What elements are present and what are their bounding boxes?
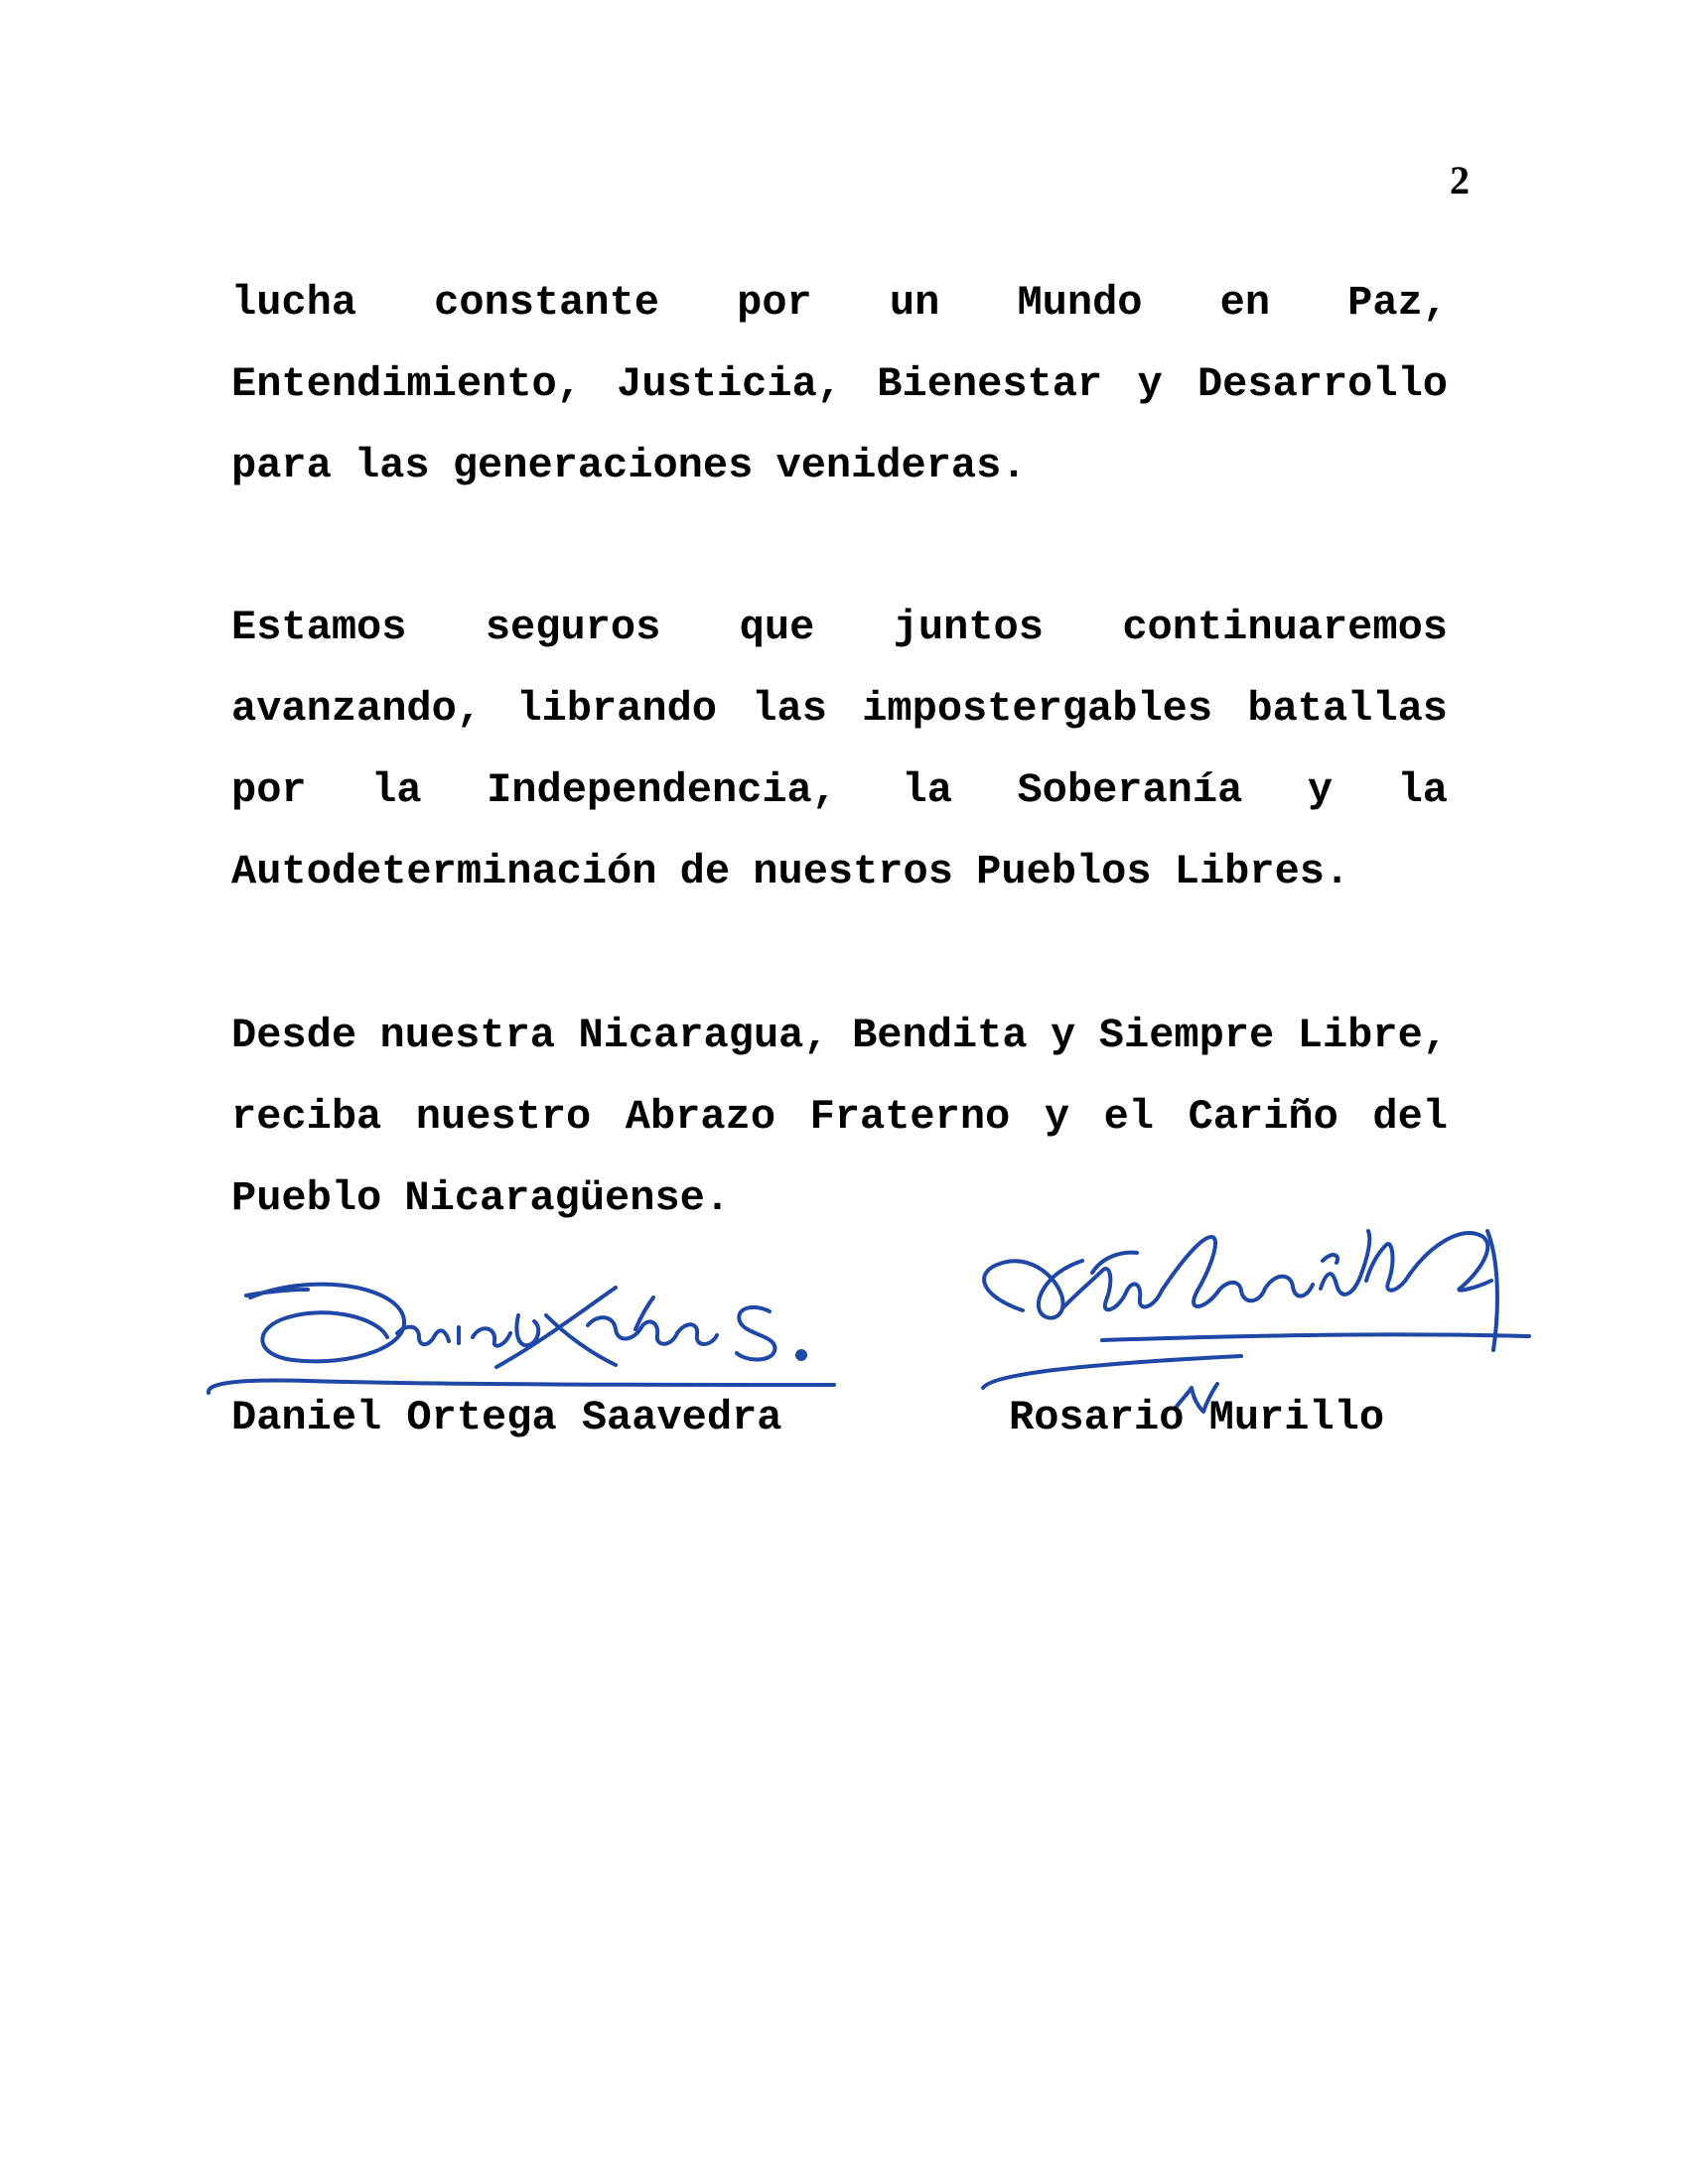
body-paragraph-1: lucha constante por un Mundo en Paz, Entendimiento, Justicia, Bienestar y Desarrollo para las generaciones venideras. — [231, 279, 1448, 489]
body-paragraph-2: Estamos seguros que juntos continuaremos avanzando, librando las impostergables batallas por la Independencia, la Soberanía y la Autodeterminación de nuestros Pueblos Libres. — [231, 604, 1448, 895]
body-paragraph-3: Desde nuestra Nicaragua, Bendita y Siempre Libre, reciba nuestro Abrazo Fraterno y el Cariño del Pueblo Nicaragüense. — [231, 1012, 1448, 1222]
signer-name-rosario-murillo: Rosario Murillo — [1009, 1394, 1385, 1441]
page-number: 2 — [1450, 158, 1470, 203]
signer-name-daniel-ortega: Daniel Ortega Saavedra — [231, 1394, 782, 1441]
